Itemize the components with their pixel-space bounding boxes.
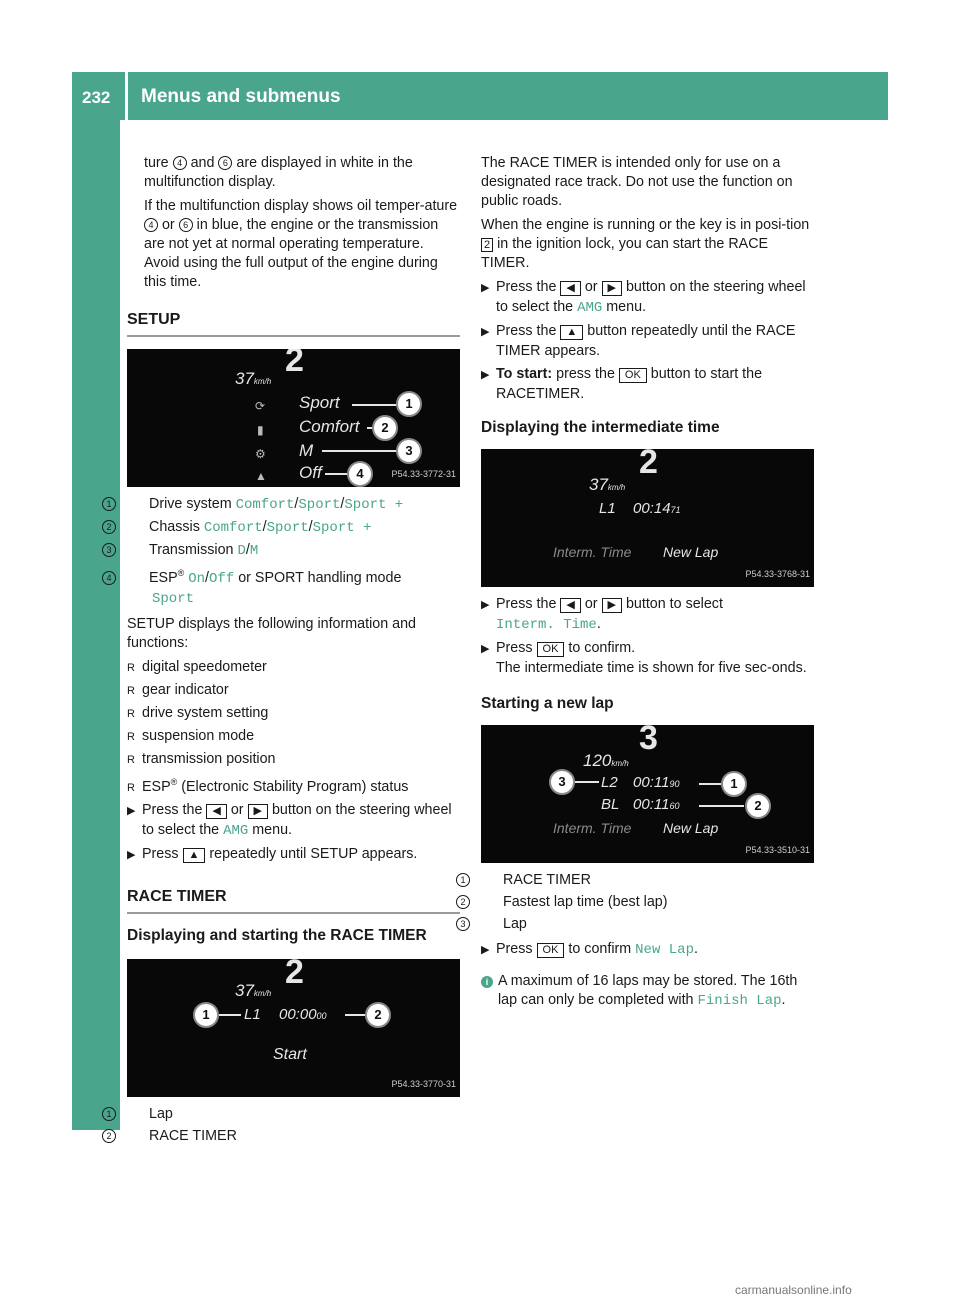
bullet-item: R transmission position xyxy=(127,750,276,767)
bullet-item: R drive system setting xyxy=(127,704,269,721)
section-rule xyxy=(127,912,460,914)
speed-readout: 37km/h xyxy=(589,475,626,494)
new-lap-label: New Lap xyxy=(663,820,719,836)
step-select-amg: ▶ Press the ◀ or ▶ button on the steering wheel to select the AMG menu. xyxy=(481,279,806,316)
intro-paragraph-2: If the multifunction display shows oil temper-ature 4 or 6 in blue, the engine or the transmission are not yet at normal operating temperature. Avoid using the full output of the engine during this time. xyxy=(144,198,458,290)
gearbox-icon: ⚙ xyxy=(255,447,266,461)
bullet-item: R ESP® (Electronic Stability Program) status xyxy=(127,776,409,795)
legend-item-2: 2 RACE TIMER xyxy=(127,1127,460,1146)
interm-time-label: Interm. Time xyxy=(553,544,632,560)
callout-3: 3 xyxy=(396,438,422,464)
callout-1: 1 xyxy=(396,391,422,417)
legend-item-1: 1 Drive system Comfort/Sport/Sport + xyxy=(127,495,460,515)
drive-icon: ⟳ xyxy=(255,399,266,413)
esp-icon: ▲ xyxy=(255,469,267,483)
gear-indicator: 3 xyxy=(639,725,658,757)
figure-reference: P54.33-3768-31 xyxy=(745,569,810,579)
callout-2: 2 xyxy=(745,793,771,819)
callout-1: 1 xyxy=(721,771,747,797)
callout-1: 1 xyxy=(193,1002,219,1028)
sidebar-label: On-board computer and displays xyxy=(85,269,107,583)
legend-item-1: 1 RACE TIMER xyxy=(481,871,814,890)
gear-indicator: 2 xyxy=(285,958,304,991)
start-label: Start xyxy=(273,1045,307,1063)
new-lap-figure: 120km/h 3 3 L2 00:1190 1 BL 00:1160 2 Interm. Time New Lap P54.33-3510-31 xyxy=(481,725,814,863)
figure-reference: P54.33-3510-31 xyxy=(745,845,810,855)
section-rule xyxy=(127,335,460,337)
race-timer-heading: RACE TIMER xyxy=(127,887,227,905)
callout-2: 2 xyxy=(365,1002,391,1028)
figure-reference: P54.33-3770-31 xyxy=(391,1078,456,1089)
bullet-item: R suspension mode xyxy=(127,727,255,744)
watermark: carmanualsonline.info xyxy=(735,1283,852,1297)
race-timer-figure: 37km/h 2 1 L1 00:0000 2 Start P54.33-3770-31 xyxy=(127,959,460,1097)
step-confirm: ▶ Press OK to confirm. The intermediate time is shown for five sec-onds. xyxy=(481,640,807,676)
step-select-amg: ▶ Press the ◀ or ▶ button on the steering wheel to select the AMG menu. xyxy=(127,801,452,839)
legend-item-3: 3 Transmission D/M xyxy=(127,541,460,561)
warning-paragraph: The RACE TIMER is intended only for use on a designated race track. Do not use the function on public roads. xyxy=(481,155,793,209)
callout-4: 4 xyxy=(173,156,187,170)
speed-readout: 37km/h xyxy=(235,980,272,1000)
page-number: 232 xyxy=(82,88,111,107)
step-race-timer: ▶ Press the ▲ button repeatedly until the RACE TIMER appears. xyxy=(481,323,796,359)
setup-description: SETUP displays the following information and functions: xyxy=(127,615,417,651)
suspension-icon: ▮ xyxy=(257,423,264,437)
ignition-paragraph: When the engine is running or the key is in posi-tion 2 in the ignition lock, you can start the RACE TIMER. xyxy=(481,217,810,271)
intermediate-figure: 37km/h 2 L1 00:1471 Interm. Time New Lap P54.33-3768-31 xyxy=(481,449,814,587)
callout-2: 2 xyxy=(372,415,398,441)
header-divider xyxy=(125,72,128,120)
legend-item-1: 1 Lap xyxy=(127,1105,460,1124)
info-icon: i xyxy=(481,976,493,988)
setup-display-figure: 37km/h 2 ⟳ ▮ ⚙ ▲ Sport Comfort M Off 1 2 3 4 P54.33-3772-31 xyxy=(127,349,460,487)
intro-paragraph-1: ture 4 and 6 are displayed in white in the multifunction display. xyxy=(144,155,413,190)
legend-item-2: 2 Fastest lap time (best lap) xyxy=(481,893,814,912)
bullet-item: R gear indicator xyxy=(127,681,229,698)
legend-item-3: 3 Lap xyxy=(481,915,814,934)
figure-reference: P54.33-3772-31 xyxy=(391,469,456,479)
callout-6: 6 xyxy=(218,156,232,170)
new-lap-heading: Starting a new lap xyxy=(481,695,614,712)
left-column xyxy=(106,154,460,1149)
legend-item-4: 4 ESP® On/Off or SPORT handling mode Sport xyxy=(127,564,460,609)
speed-readout: 120km/h xyxy=(583,751,629,770)
callout-3: 3 xyxy=(549,769,575,795)
step-select-interm: ▶ Press the ◀ or ▶ button to select Interm. Time. xyxy=(481,596,723,633)
bullet-item: R digital speedometer xyxy=(127,658,267,675)
step-confirm-new-lap: ▶ Press OK to confirm New Lap. xyxy=(481,941,698,958)
speed-readout: 37km/h xyxy=(235,369,272,388)
page-title: Menus and submenus xyxy=(141,86,341,107)
new-lap-label: New Lap xyxy=(663,544,719,560)
setup-heading: SETUP xyxy=(127,311,181,328)
right-column xyxy=(460,154,814,1011)
info-note: i A maximum of 16 laps may be stored. The 16th lap can only be completed with Finish Lap. xyxy=(481,972,814,1011)
gear-indicator: 2 xyxy=(639,449,658,481)
gear-indicator: 2 xyxy=(285,349,304,379)
step-start: ▶ To start: press the OK button to start the RACETIMER. xyxy=(481,366,763,402)
step-setup: ▶ Press ▲ repeatedly until SETUP appears. xyxy=(127,845,418,862)
interm-time-label: Interm. Time xyxy=(553,820,632,836)
race-timer-subheading: Displaying and starting the RACE TIMER xyxy=(127,926,427,944)
callout-4-circle: 4 xyxy=(347,461,373,487)
intermediate-heading: Displaying the intermediate time xyxy=(481,419,720,436)
legend-item-2: 2 Chassis Comfort/Sport/Sport + xyxy=(127,518,460,538)
